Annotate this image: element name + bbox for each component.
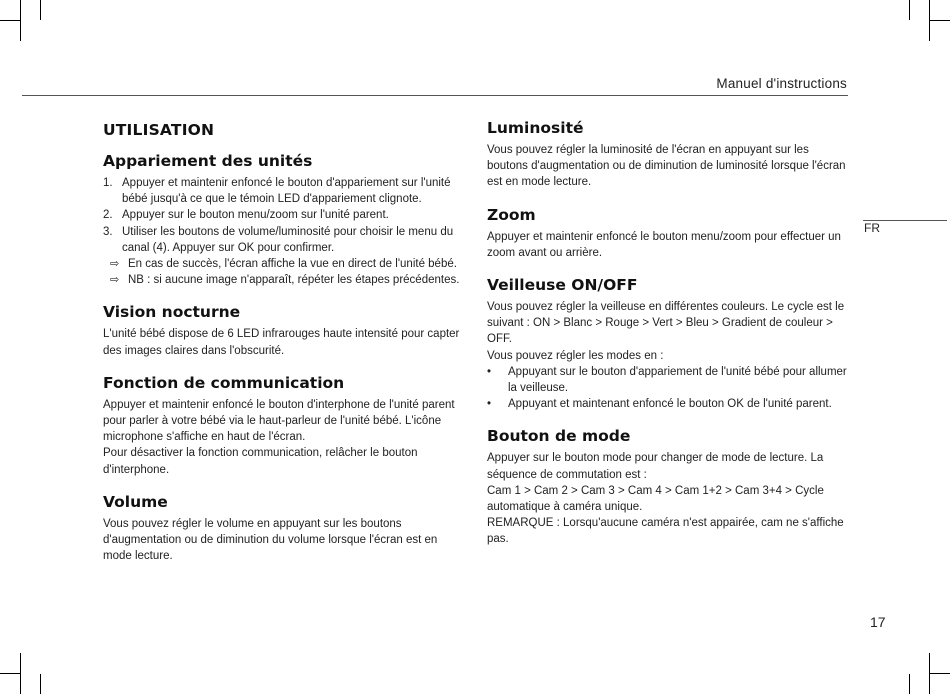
list-item	[487, 396, 849, 412]
list-item-text: Utiliser les boutons de volume/luminosité pour choisir le menu du canal (4). Appuyer sur OK pour confirmer.	[122, 225, 454, 254]
right-column	[487, 118, 849, 562]
paragraph: Appuyer sur le bouton mode pour changer de mode de lecture. La séquence de commutation est :	[487, 452, 824, 481]
crop-mark	[20, 0, 21, 41]
list-item	[487, 364, 849, 396]
list-number: 3.	[103, 225, 113, 238]
bullet-icon: •	[487, 398, 492, 411]
list-item-text: Appuyer sur le bouton menu/zoom sur l'unité parent.	[122, 209, 389, 222]
list-number: 2.	[103, 209, 113, 222]
left-column	[103, 121, 465, 578]
section-heading: Bouton de mode	[487, 427, 631, 446]
section-mode-button	[487, 426, 849, 547]
section-heading: Appariement des unités	[103, 152, 313, 170]
section-heading: Luminosité	[487, 119, 584, 137]
crop-mark	[0, 673, 20, 674]
paragraph: Appuyer et maintenir enfoncé le bouton menu/zoom pour effectuer un zoom avant ou arrière.	[487, 230, 841, 259]
list-item-text: Appuyant sur le bouton d'appariement de l'unité bébé pour allumer la veilleuse.	[508, 365, 847, 395]
paragraph: Vous pouvez régler la veilleuse en différentes couleurs. Le cycle est le suivant : ON > Blanc > Rouge > Vert > Bleu > Gradient de couleur > OFF.	[487, 301, 845, 346]
bullet-icon: •	[487, 365, 492, 378]
section-brightness	[487, 118, 849, 191]
crop-mark	[930, 20, 950, 21]
section-heading: Fonction de communication	[103, 373, 345, 392]
section-zoom	[487, 205, 849, 261]
list-item-text: Appuyant et maintenant enfoncé le bouton OK de l'unité parent.	[508, 398, 832, 411]
crop-mark	[909, 674, 910, 694]
list-item	[103, 207, 465, 223]
paragraph: Pour désactiver la fonction communication, relâcher le bouton d'interphone.	[103, 447, 418, 476]
language-tag: FR	[864, 221, 880, 235]
section-communication	[103, 373, 465, 478]
crop-mark	[20, 653, 21, 694]
paragraph: L'unité bébé dispose de 6 LED infrarouges haute intensité pour capter des images claires dans l'obscurité.	[103, 328, 460, 357]
section-heading: Vision nocturne	[103, 303, 241, 322]
header-rule	[22, 95, 848, 96]
section-heading: Zoom	[487, 205, 536, 224]
paragraph: Vous pouvez régler le volume en appuyant sur les boutons d'augmentation ou de diminution du volume lorsque l'écran est en mode lecture.	[103, 517, 438, 563]
list-item-text: NB : si aucune image n'apparaît, répéter les étapes précédentes.	[128, 274, 460, 287]
list-item	[103, 224, 465, 256]
paragraph: Appuyer et maintenir enfoncé le bouton d'interphone de l'unité parent pour parler à votre bébé via le haut-parleur de l'unité bébé. L'icône microphone s'affiche en haut de l'écran.	[103, 398, 455, 444]
section-title: UTILISATION	[103, 121, 215, 139]
paragraph: Vous pouvez régler les modes en :	[487, 349, 664, 362]
section-pairing	[103, 151, 465, 288]
arrow-icon: ⇨	[110, 258, 120, 271]
section-volume	[103, 492, 465, 565]
section-heading: Veilleuse ON/OFF	[487, 276, 638, 295]
list-item	[103, 272, 465, 288]
paragraph: Cam 1 > Cam 2 > Cam 3 > Cam 4 > Cam 1+2 > Cam 3+4 > Cycle automatique à caméra unique.	[487, 484, 824, 514]
crop-mark	[40, 0, 41, 20]
crop-mark	[0, 20, 20, 21]
list-item	[103, 175, 465, 207]
section-night-vision	[103, 302, 465, 358]
header-title: Manuel d'instructions	[716, 76, 847, 91]
crop-mark	[929, 0, 930, 41]
crop-mark	[909, 0, 910, 20]
paragraph: Vous pouvez régler la luminosité de l'écran en appuyant sur les boutons d'augmentation ou de diminution de luminosité lorsque l'écran est en mode lecture.	[487, 144, 846, 189]
arrow-icon: ⇨	[110, 274, 120, 287]
list-item-text: En cas de succès, l'écran affiche la vue en direct de l'unité bébé.	[128, 258, 457, 271]
paragraph: REMARQUE : Lorsqu'aucune caméra n'est appairée, cam ne s'affiche pas.	[487, 517, 844, 546]
list-item-text: Appuyer et maintenir enfoncé le bouton d'appariement sur l'unité bébé jusqu'à ce que le témoin LED d'appariement clignote.	[122, 177, 451, 206]
crop-mark	[929, 653, 930, 694]
crop-mark	[40, 674, 41, 694]
list-number: 1.	[103, 177, 113, 189]
page-number: 17	[870, 614, 886, 630]
list-item	[103, 256, 465, 272]
crop-mark	[930, 673, 950, 674]
section-heading: Volume	[103, 492, 168, 511]
section-nightlight	[487, 275, 849, 412]
